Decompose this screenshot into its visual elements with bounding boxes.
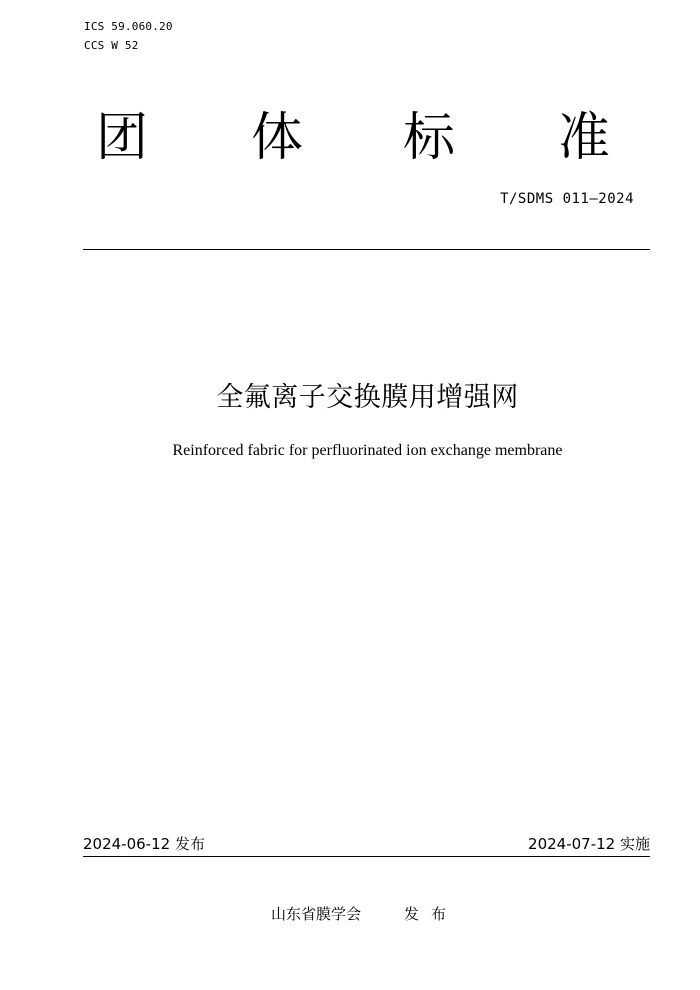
standard-number: T/SDMS 011—2024 [500, 191, 634, 207]
issue-date: 2024-06-12 发布 [83, 835, 205, 853]
standard-type-char-2: 体 [251, 108, 304, 168]
top-divider [83, 249, 650, 250]
standard-type-char-1: 团 [96, 108, 149, 168]
implementation-date: 2024-07-12 实施 [528, 835, 650, 853]
publish-label: 发布 [404, 905, 459, 923]
ics-code: ICS 59.060.20 [84, 20, 173, 33]
standard-type-char-4: 准 [558, 108, 611, 168]
ccs-code: CCS W 52 [84, 39, 139, 52]
standard-type-char-3: 标 [403, 108, 456, 168]
title-chinese: 全氟离子交换膜用增强网 [216, 382, 519, 413]
issuing-organization: 山东省膜学会 [271, 905, 362, 923]
title-english: Reinforced fabric for perfluorinated ion exchange membrane [172, 442, 563, 459]
bottom-divider [83, 856, 650, 857]
